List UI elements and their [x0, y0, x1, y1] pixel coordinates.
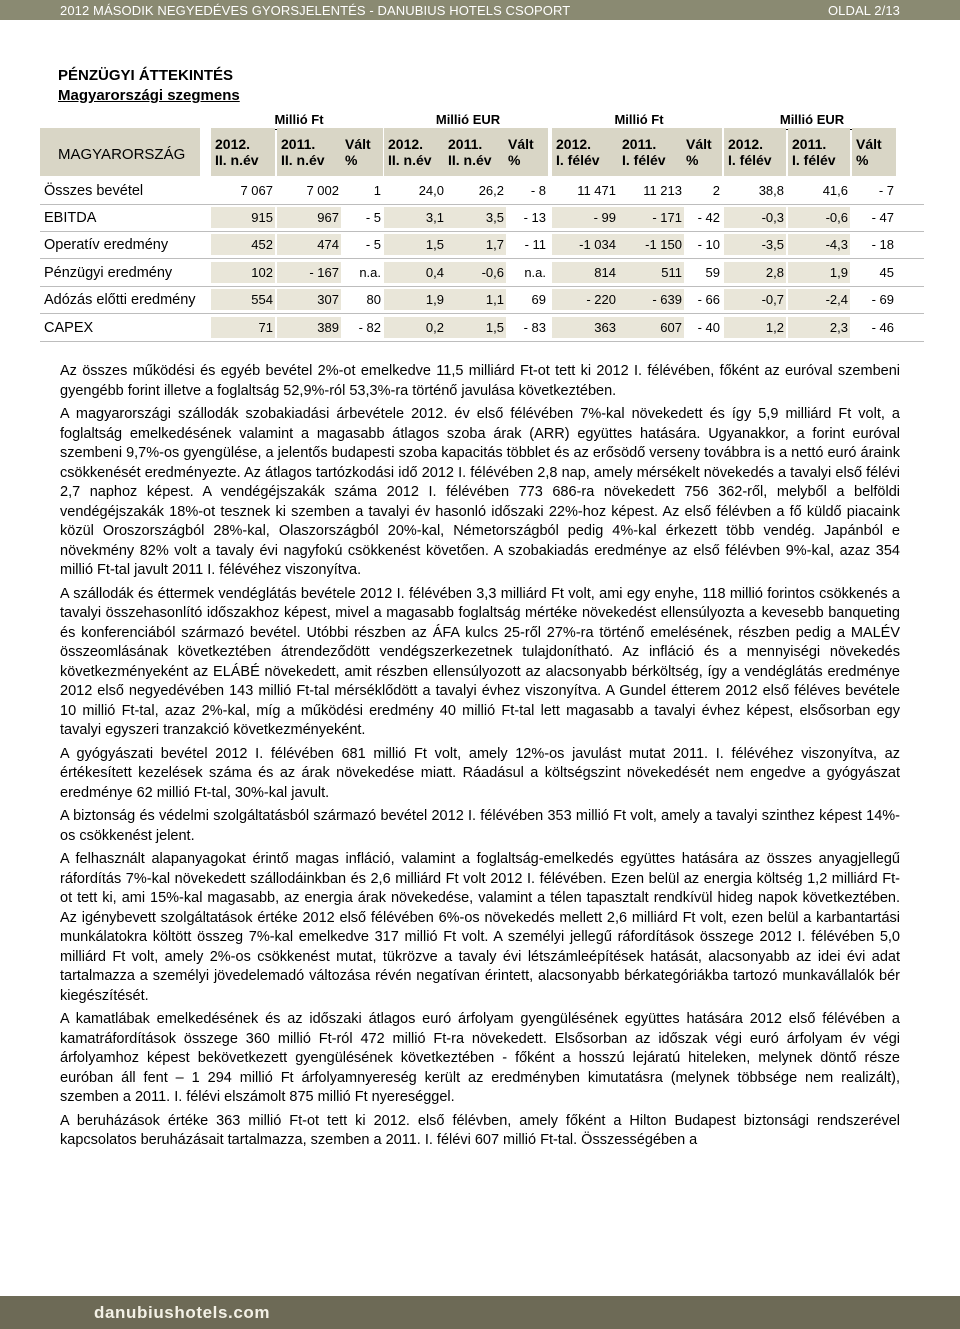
table-cell: 7 067 — [240, 183, 273, 198]
column-header — [856, 136, 896, 168]
table-cell: - 167 — [309, 265, 339, 280]
column-header-line: II. n.év — [215, 152, 259, 168]
column-header-line: Vált — [508, 136, 534, 152]
footer-brand: danubiushotels.com — [94, 1302, 271, 1322]
table-cell: 11 471 — [577, 183, 616, 198]
table-cell: 814 — [594, 265, 616, 280]
table-cell: - 7 — [878, 183, 894, 198]
body-paragraph: A magyarországi szállodák szobakiadási árbevétele 2012. év első félévében 7%-kal növekedett és így 5,9 milliárd Ft volt, a foglaltság emelkedésének valamint a magasabb átlagos szoba árak (ARR) együttes hatására. Ugyanakkor, a forint euróval szembeni 9,7%-os gyengülése, a jelentős budapesti szoba kapacitás többlet és az erősödő verseny továbbra is a nettó euró áraink csökkenését eredményezte. Az átlagos tartózkodási idő 2012 I. félévében 2,8 nap, amely mérsékelt növekedés a tavalyi első félévi 2,7 naphoz képest. A vendégéjszakák száma 2012 I. félévében 773 686-ra növekedett 756 362-ről, melyből a belföldi vendégéjszakák 18%-ot tesznek ki szemben a tavalyi év hasonló időszaki 22%-hoz képest. Az első félévben a fő küldő piacaink közül Oroszországból 28%-kal, Olaszországból 20%-kal, Németországból pedig 4%-kal érkezett több vendég. Japánból e növekmény 82% volt a tavaly évi nagyfokú csökkenést követően. A szobakiadás eredménye az első félévben 9%-kal, azaz 354 millió Ft-tal javult 2011 I. félévéhez viszonyítva. — [60, 406, 900, 578]
table-cell: -1 034 — [579, 237, 616, 252]
table-cell: 1,9 — [829, 265, 848, 280]
column-header-line: 2011. — [792, 136, 827, 152]
table-cell: 59 — [705, 265, 720, 280]
table-cell: 7 002 — [306, 183, 339, 198]
table-cell: 1,1 — [485, 292, 504, 307]
body-paragraph: A gyógyászati bevétel 2012 I. félévében 681 millió Ft volt, amely 12%-os javulást mutat 2011. I. félévéhez viszonyítva, az értékesített kezelések száma és az árak növekedése miatt. Ráadásul a költségszint növekedését nem engedve a gyógyászat eredménye 62 millió Ft-tal, 30%-kal javult. — [60, 745, 900, 801]
section-subtitle: Magyarországi szegmens — [58, 87, 240, 104]
column-header-line: II. n.év — [281, 152, 325, 168]
table-cell: - 5 — [365, 237, 381, 252]
table-cell: 915 — [251, 210, 273, 225]
column-header-line: 2012. — [215, 136, 251, 152]
row-label: Adózás előtti eredmény — [44, 292, 196, 308]
table-cell: - 82 — [358, 320, 381, 335]
table-cell: 26,2 — [478, 183, 504, 198]
table-cell: 11 213 — [643, 183, 682, 198]
page-number: OLDAL 2/13 — [827, 2, 900, 18]
table-cell: 1,7 — [485, 237, 504, 252]
table-cell: 102 — [251, 265, 273, 280]
table-cell: 967 — [317, 210, 339, 225]
column-header — [508, 136, 548, 168]
table-cell: 3,1 — [425, 210, 444, 225]
column-header — [686, 136, 722, 168]
column-header-line: I. félév — [556, 152, 600, 168]
row-divider — [40, 313, 924, 314]
body-paragraph: A szállodák és éttermek vendéglátás bevétele 2012 I. félévében 3,3 milliárd Ft volt, ami egy enyhe, 118 millió forintos csökkenés a tavalyi összehasonlító időszakhoz képest, mivel a magasabb foglaltság mértéke növekedést ellensúlyozta a kevesebb banqueting és konferenciából származó bevétel. Utóbbi részben az ÁFA kulcs 25-ről 27%-ra történő emelésének, részben pedig a MALÉV összeomlásának következtében átrendeződött vendégszerkezetnek tulajdonítható. Az infláció és a mennyiségi növekedés következményeként az ELÁBÉ növekedett, amit részben ellensúlyozott az alacsonyabb bérköltség, így a vendéglátás eredménye 2012 első negyedévében 143 millió Ft-tal mérséklődött a tavalyi évhez viszonyítva. A Gundel étterem 2012 első féléves bevétele 10 millió Ft-tal, azaz 2%-kal, míg a működési eredmény 40 millió Ft-tal lett magasabb a tavalyi évhez képest, elsősorban egy tavalyi egyszeri tranzakció következményeként. — [60, 585, 900, 738]
table-cell: 307 — [317, 292, 339, 307]
body-paragraph: A biztonság és védelmi szolgáltatásból származó bevétel 2012 I. félévében 353 millió Ft volt, amely a tavalyi szinthez képest 14%-os csökkenést jelent. — [60, 808, 900, 844]
table-cell: - 10 — [697, 237, 720, 252]
column-header — [281, 136, 341, 168]
column-header — [556, 136, 618, 168]
column-header-line: 2012. — [728, 136, 764, 152]
unit-group-header: Millió EUR — [728, 112, 896, 130]
column-header-line: II. n.év — [448, 152, 492, 168]
table-cell: n.a. — [359, 265, 381, 280]
table-cell: 2 — [712, 183, 720, 198]
column-header-line: I. félév — [622, 152, 666, 168]
body-text — [60, 362, 900, 1155]
table-cell: - 11 — [524, 237, 546, 252]
table-cell: - 83 — [523, 320, 546, 335]
row-divider — [40, 231, 924, 232]
table-cell: -0,6 — [825, 210, 848, 225]
column-header-line: % — [345, 152, 358, 168]
column-header-line: 2012. — [556, 136, 592, 152]
table-cell: 80 — [366, 292, 381, 307]
column-header — [622, 136, 684, 168]
table-cell: n.a. — [524, 265, 546, 280]
table-cell: 24,0 — [418, 183, 444, 198]
table-cell: - 639 — [652, 292, 682, 307]
table-cell: 38,8 — [758, 183, 784, 198]
section-title: PÉNZÜGYI ÁTTEKINTÉS — [58, 67, 234, 84]
column-header-line: Vált — [686, 136, 712, 152]
column-header-line: % — [856, 152, 869, 168]
table-cell: - 66 — [697, 292, 720, 307]
footer-bar — [0, 1296, 960, 1329]
unit-group-header: Millió Ft — [556, 112, 722, 130]
table-cell: - 40 — [697, 320, 720, 335]
row-label: EBITDA — [44, 210, 97, 226]
column-header-line: I. félév — [792, 152, 836, 168]
table-cell: - 69 — [871, 292, 894, 307]
table-cell: -3,5 — [761, 237, 784, 252]
column-header — [345, 136, 383, 168]
table-cell: -4,3 — [825, 237, 848, 252]
table-cell: 1,2 — [765, 320, 784, 335]
body-paragraph: A beruházások értéke 363 millió Ft-ot tett ki 2012. első félévben, amely főként a Hilton Budapest biztonsági rendszerével kapcsolatos beruházásait tartalmazza, szemben a 2011. I. félévi 607 millió Ft-tal. Összességében a — [60, 1112, 900, 1148]
row-divider — [40, 286, 924, 287]
table-cell: 0,2 — [425, 320, 444, 335]
row-label: Operatív eredmény — [44, 237, 169, 253]
column-header-line: Vált — [856, 136, 882, 152]
table-cell: 511 — [661, 265, 682, 280]
table-cell: -1 150 — [645, 237, 682, 252]
table-cell: -0,7 — [761, 292, 784, 307]
table-cell: 554 — [251, 292, 273, 307]
row-divider — [40, 204, 924, 205]
table-cell: - 47 — [871, 210, 894, 225]
report-title: 2012 MÁSODIK NEGYEDÉVES GYORSJELENTÉS - DANUBIUS HOTELS CSOPORT — [60, 2, 571, 18]
table-cell: - 13 — [523, 210, 546, 225]
row-divider — [40, 258, 924, 259]
body-paragraph: A felhasznált alapanyagokat érintő magas infláció, valamint a foglaltság-emelkedés együttes hatására az összes anyagjellegű ráfordítás 7%-kal növekedett szállodáinkban és 2,6 milliárd Ft volt 2012 I. félévében. Ezen belül az energia költség 1,2 milliárd Ft-ot tett ki, ami 15%-kal magasabb, az energia árak növekedése, valamint a télen tapasztalt rendkívül hideg napok következtében. Az igénybevett szolgáltatások értéke 2012 első félévében 6%-os növekedés mellett 2,6 milliárd Ft volt, ezen belül a karbantartási munkálatokra költött összeg 7%-kal emelkedve 317 millió Ft volt. A személyi jellegű ráfordítások összege 2012 I. félévében 5,0 milliárd Ft volt, amely 2%-os csökkenést mutat, tükrözve a tavaly évi létszámleépítések hatását, alacsonyabb az idei évi adat tartalmazza a személyi jövedelemadó változása révén negatívan érintett, alacsonyabb bérkategóriákba tartozó munkavállalók bér kiegészítését. — [60, 851, 900, 1004]
table-cell: 389 — [317, 320, 339, 335]
column-header-line: 2011. — [448, 136, 483, 152]
table-cell: 1 — [373, 183, 381, 198]
table-cell: 1,5 — [425, 237, 444, 252]
column-header — [388, 136, 446, 168]
table-cell: 474 — [317, 237, 339, 252]
column-header — [728, 136, 786, 168]
report-header-bar — [0, 0, 960, 20]
table-cell: 1,9 — [425, 292, 444, 307]
column-header-line: % — [686, 152, 699, 168]
unit-group-header: Millió Ft — [215, 112, 383, 130]
row-divider — [40, 341, 924, 342]
table-cell: -0,3 — [761, 210, 784, 225]
table-cell: - 220 — [586, 292, 616, 307]
row-label: Pénzügyi eredmény — [44, 265, 173, 281]
table-cell: - 171 — [652, 210, 682, 225]
table-cell: 3,5 — [485, 210, 504, 225]
row-label: Összes bevétel — [44, 183, 144, 199]
table-cell: 607 — [660, 320, 682, 335]
column-header — [792, 136, 850, 168]
column-header-line: % — [508, 152, 521, 168]
table-cell: 0,4 — [425, 265, 444, 280]
table-cell: 2,3 — [829, 320, 848, 335]
column-header-line: 2011. — [281, 136, 316, 152]
table-cell: - 42 — [697, 210, 720, 225]
table-cell: 1,5 — [485, 320, 504, 335]
region-label: MAGYARORSZÁG — [58, 146, 186, 163]
table-cell: - 99 — [593, 210, 616, 225]
table-cell: 69 — [531, 292, 546, 307]
table-cell: - 46 — [871, 320, 894, 335]
column-header — [215, 136, 275, 168]
column-header-line: Vált — [345, 136, 371, 152]
table-cell: 363 — [594, 320, 616, 335]
table-cell: - 8 — [530, 183, 546, 198]
table-cell: -0,6 — [481, 265, 504, 280]
table-cell: -2,4 — [825, 292, 848, 307]
table-cell: 71 — [258, 320, 273, 335]
column-header-line: 2012. — [388, 136, 424, 152]
table-cell: 45 — [879, 265, 894, 280]
table-cell: 2,8 — [765, 265, 784, 280]
column-header-line: 2011. — [622, 136, 657, 152]
table-cell: - 5 — [365, 210, 381, 225]
table-cell: 452 — [251, 237, 273, 252]
body-paragraph: Az összes működési és egyéb bevétel 2%-ot emelkedve 11,5 milliárd Ft-ot tett ki 2012 I. félévében, főként az euróval szembeni gyengébb forint illetve a foglaltság 52,9%-ról 53,3%-ra történő javulása következtében. — [60, 363, 900, 399]
row-label: CAPEX — [44, 320, 94, 336]
column-header-line: II. n.év — [388, 152, 432, 168]
unit-group-header: Millió EUR — [388, 112, 548, 130]
column-header — [448, 136, 506, 168]
column-header-line: I. félév — [728, 152, 772, 168]
body-paragraph: A kamatlábak emelkedésének és az időszaki átlagos euró árfolyam gyengülésének együttes hatására 2012 első félévében a kamatráfordítások összege 360 millió Ft-ról 472 millió Ft-ra növekedett. Elsősorban az időszak végi euró árfolyam év végi árfolyamhoz képest bekövetkezett gyengülésének következtében - főként a hosszú lejáratú hiteleken, melynek döntő része euróban áll fent – 1 294 millió Ft árfolyamnyereség került az eredményben kimutatásra (melynek többsége nem realizált), szemben a 2011. I. félévi elszámolt 875 millió Ft nyereséggel. — [60, 1011, 900, 1105]
table-cell: - 18 — [871, 237, 894, 252]
table-cell: 41,6 — [822, 183, 848, 198]
